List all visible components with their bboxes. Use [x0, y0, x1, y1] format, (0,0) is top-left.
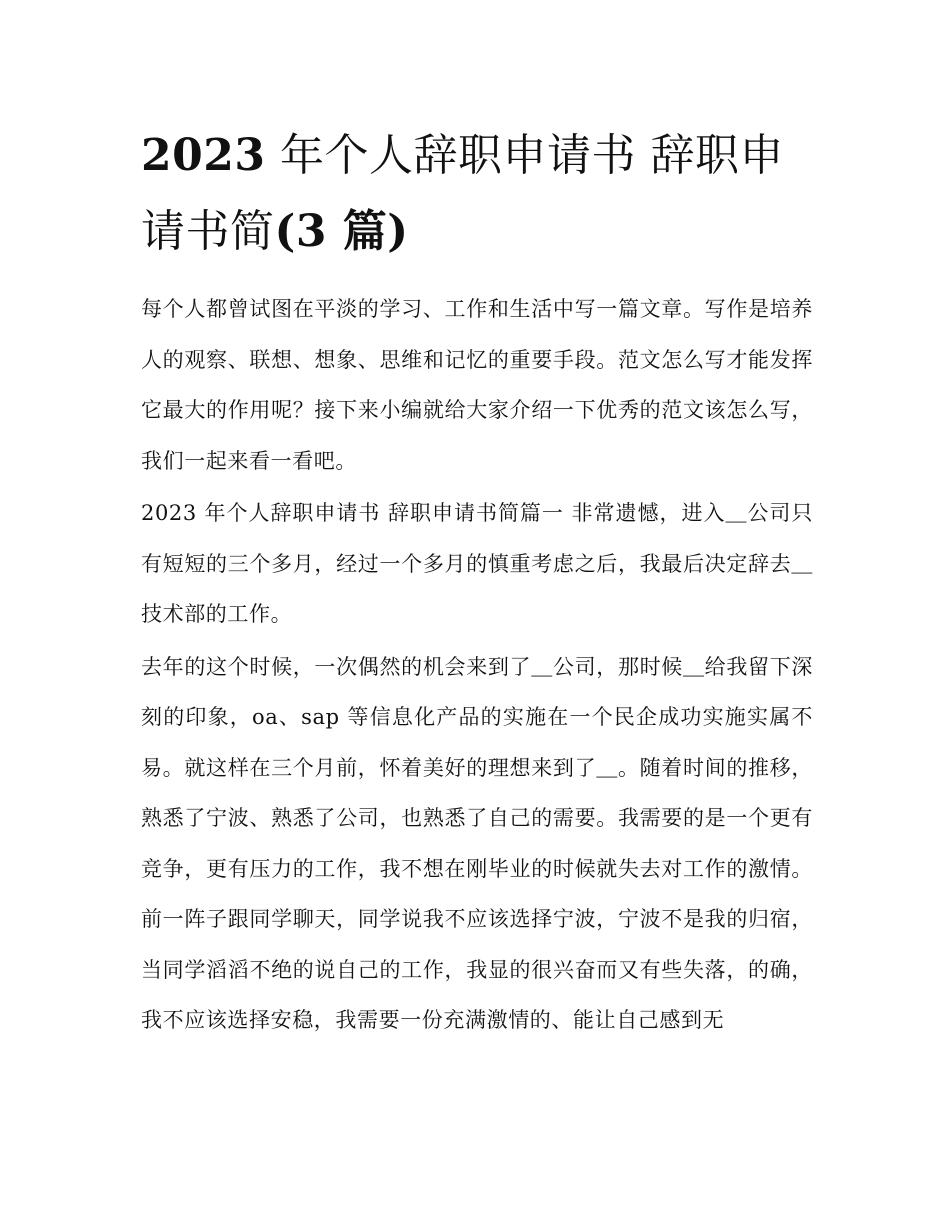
document-body — [141, 284, 813, 1046]
body-paragraph: 2023 年个人辞职申请书 辞职申请书简篇一 非常遗憾，进入＿公司只有短短的三个多月，经过一个多月的慎重考虑之后，我最后决定辞去＿技术部的工作。 — [141, 501, 813, 626]
document-content — [141, 118, 813, 1048]
title-year: 2023 — [141, 130, 266, 181]
document-title — [141, 118, 813, 270]
title-text: 年个人辞职申请书 辞职申请书简 — [141, 130, 784, 257]
title-count: (3 篇) — [274, 206, 409, 257]
body-paragraph: 去年的这个时候，一次偶然的机会来到了＿公司，那时候＿给我留下深刻的印象，oa、sap 等信息化产品的实施在一个民企成功实施实属不易。就这样在三个月前，怀着美好的理想来到了＿。随着时间的推移，熟悉了宁波、熟悉了公司，也熟悉了自己的需要。我需要的是一个更有竞争，更有压力的工作，我不想在刚毕业的时候就失去对工作的激情。前一阵子跟同学聊天，同学说我不应该选择宁波，宁波不是我的归宿，当同学滔滔不绝的说自己的工作，我显的很兴奋而又有些失落，的确，我不应该选择安稳，我需要一份充满激情的、能让自己感到无 — [141, 654, 813, 1032]
intro-paragraph: 每个人都曾试图在平淡的学习、工作和生活中写一篇文章。写作是培养人的观察、联想、想象、思维和记忆的重要手段。范文怎么写才能发挥它最大的作用呢？接下来小编就给大家介绍一下优秀的范文该怎么写，我们一起来看一看吧。 — [141, 297, 813, 473]
